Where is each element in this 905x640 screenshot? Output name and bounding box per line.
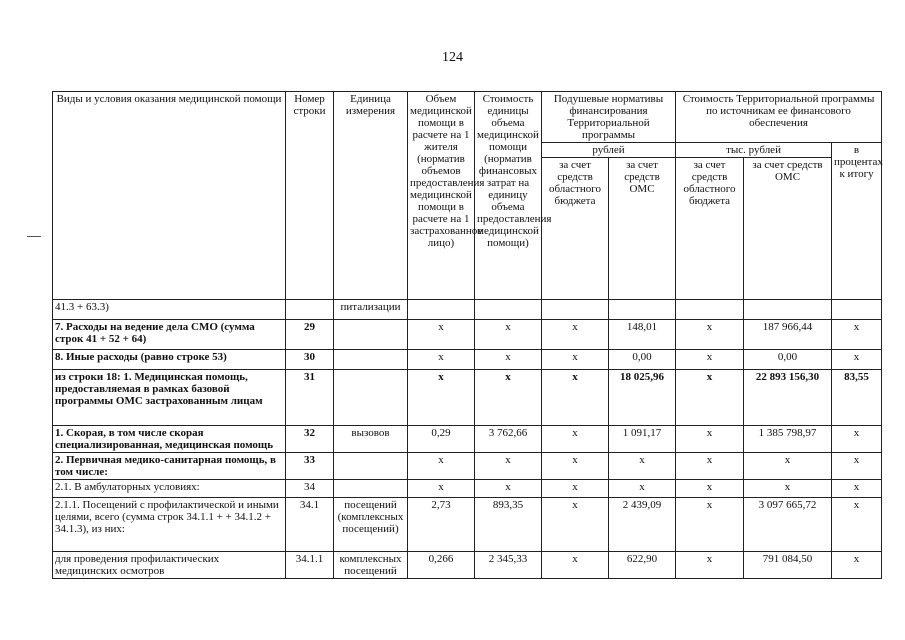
- cell-percapita-budget: х: [542, 498, 609, 552]
- cell-name: 2.1.1. Посещений с профилактической и иными целями, всего (сумма строк 34.1.1 + + 34.1.2 + 34.1.3), из них:: [53, 498, 286, 552]
- cell-cost-budget: х: [676, 370, 744, 426]
- table-row: [53, 320, 882, 350]
- table-row: [53, 350, 882, 370]
- cell-row-number: 30: [286, 350, 334, 370]
- cell-percapita-oms: [609, 300, 676, 320]
- header-cost-budget: за счет средств областного бюджета: [676, 158, 744, 300]
- page-number: 124: [442, 50, 463, 65]
- cell-cost-oms: 791 084,50: [744, 552, 832, 579]
- cell-cost-oms: 22 893 156,30: [744, 370, 832, 426]
- cell-unit-cost: х: [475, 320, 542, 350]
- header-percapita-budget: за счет средств областного бюджета: [542, 158, 609, 300]
- cell-cost-budget: х: [676, 498, 744, 552]
- cell-row-number: 34.1: [286, 498, 334, 552]
- cell-row-number: 34.1.1: [286, 552, 334, 579]
- cell-name: 41.3 + 63.3): [53, 300, 286, 320]
- cell-cost-oms: 187 966,44: [744, 320, 832, 350]
- header-unit-cost: Стоимость единицы объема медицинской помощи (норматив финансовых затрат на единицу объема предоставления медицинской помощи): [475, 92, 542, 300]
- header-row-1: [53, 92, 882, 143]
- cell-cost-oms: [744, 300, 832, 320]
- cell-name: 2. Первичная медико-санитарная помощь, в том числе:: [53, 453, 286, 480]
- table-row: [53, 453, 882, 480]
- cell-unit-cost: х: [475, 370, 542, 426]
- financing-table: [52, 91, 882, 579]
- header-cost-oms: за счет средств ОМС: [744, 158, 832, 300]
- cell-percapita-budget: х: [542, 370, 609, 426]
- cell-unit: [334, 453, 408, 480]
- cell-unit-cost: х: [475, 453, 542, 480]
- cell-percapita-oms: 18 025,96: [609, 370, 676, 426]
- cell-unit-cost: 3 762,66: [475, 426, 542, 453]
- cell-name: из строки 18: 1. Медицинская помощь, предоставляемая в рамках базовой программы ОМС застрахованным лицам: [53, 370, 286, 426]
- table-row: [53, 300, 882, 320]
- cell-percent: х: [832, 552, 882, 579]
- cell-percapita-oms: 2 439,09: [609, 498, 676, 552]
- cell-percent: х: [832, 453, 882, 480]
- cell-unit: [334, 320, 408, 350]
- header-unit-thous: тыс. рублей: [676, 143, 832, 158]
- cell-percapita-budget: х: [542, 320, 609, 350]
- cell-percent: х: [832, 498, 882, 552]
- cell-percent: х: [832, 320, 882, 350]
- cell-name: 7. Расходы на ведение дела СМО (сумма строк 41 + 52 + 64): [53, 320, 286, 350]
- cell-cost-oms: 3 097 665,72: [744, 498, 832, 552]
- cell-row-number: 33: [286, 453, 334, 480]
- cell-volume: [408, 300, 475, 320]
- cell-cost-budget: х: [676, 320, 744, 350]
- header-unit: Единица измерения: [334, 92, 408, 300]
- cell-percapita-budget: х: [542, 350, 609, 370]
- header-kinds: Виды и условия оказания медицинской помощи: [53, 92, 286, 300]
- table-row: [53, 498, 882, 552]
- cell-name: 2.1. В амбулаторных условиях:: [53, 480, 286, 498]
- cell-cost-oms: 1 385 798,97: [744, 426, 832, 453]
- cell-unit-cost: [475, 300, 542, 320]
- cell-volume: 0,266: [408, 552, 475, 579]
- cell-percapita-budget: х: [542, 552, 609, 579]
- cell-percent: х: [832, 426, 882, 453]
- header-percapita-oms: за счет средств ОМС: [609, 158, 676, 300]
- cell-percapita-oms: 1 091,17: [609, 426, 676, 453]
- cell-cost-budget: х: [676, 350, 744, 370]
- cell-percent: [832, 300, 882, 320]
- cell-percapita-oms: х: [609, 480, 676, 498]
- cell-unit: комплексных посещений: [334, 552, 408, 579]
- cell-row-number: 32: [286, 426, 334, 453]
- cell-unit: посещений (комплексных посещений): [334, 498, 408, 552]
- cell-row-number: 34: [286, 480, 334, 498]
- cell-percapita-budget: х: [542, 480, 609, 498]
- scan-artifact: [27, 236, 41, 237]
- cell-percent: х: [832, 480, 882, 498]
- header-unit-rub: рублей: [542, 143, 676, 158]
- header-row-number: Номер строки: [286, 92, 334, 300]
- header-percent: в процентах к итогу: [832, 143, 882, 300]
- cell-unit: [334, 480, 408, 498]
- cell-percapita-oms: 0,00: [609, 350, 676, 370]
- cell-unit-cost: х: [475, 480, 542, 498]
- cell-percapita-budget: х: [542, 453, 609, 480]
- cell-percent: х: [832, 350, 882, 370]
- cell-unit-cost: 2 345,33: [475, 552, 542, 579]
- cell-cost-budget: х: [676, 480, 744, 498]
- table-row: [53, 480, 882, 498]
- table-row: [53, 426, 882, 453]
- cell-cost-budget: х: [676, 453, 744, 480]
- cell-cost-oms: 0,00: [744, 350, 832, 370]
- cell-percapita-budget: [542, 300, 609, 320]
- cell-name: для проведения профилактических медицинских осмотров: [53, 552, 286, 579]
- cell-percapita-oms: х: [609, 453, 676, 480]
- table-row: [53, 370, 882, 426]
- header-percapita-group: Подушевые нормативы финансирования Территориальной программы: [542, 92, 676, 143]
- cell-percapita-oms: 148,01: [609, 320, 676, 350]
- table-row: [53, 552, 882, 579]
- cell-volume: 2,73: [408, 498, 475, 552]
- cell-cost-budget: х: [676, 552, 744, 579]
- cell-name: 1. Скорая, в том числе скорая специализированная, медицинская помощь: [53, 426, 286, 453]
- cell-name: 8. Иные расходы (равно строке 53): [53, 350, 286, 370]
- cell-unit-cost: 893,35: [475, 498, 542, 552]
- cell-unit: [334, 370, 408, 426]
- cell-volume: х: [408, 480, 475, 498]
- cell-volume: 0,29: [408, 426, 475, 453]
- cell-volume: х: [408, 350, 475, 370]
- cell-unit: питализации: [334, 300, 408, 320]
- cell-volume: х: [408, 453, 475, 480]
- cell-volume: х: [408, 320, 475, 350]
- cell-volume: х: [408, 370, 475, 426]
- cell-percapita-budget: х: [542, 426, 609, 453]
- cell-cost-budget: [676, 300, 744, 320]
- cell-percent: 83,55: [832, 370, 882, 426]
- cell-row-number: 31: [286, 370, 334, 426]
- cell-unit: [334, 350, 408, 370]
- header-cost-group: Стоимость Территориальной программы по источникам ее финансового обеспечения: [676, 92, 882, 143]
- cell-row-number: [286, 300, 334, 320]
- cell-unit-cost: х: [475, 350, 542, 370]
- cell-cost-oms: х: [744, 480, 832, 498]
- cell-percapita-oms: 622,90: [609, 552, 676, 579]
- cell-row-number: 29: [286, 320, 334, 350]
- cell-unit: вызовов: [334, 426, 408, 453]
- header-volume: Объем медицинской помощи в расчете на 1 жителя (норматив объемов предоставления медицинской помощи в расчете на 1 застрахованное лицо): [408, 92, 475, 300]
- cell-cost-budget: х: [676, 426, 744, 453]
- cell-cost-oms: х: [744, 453, 832, 480]
